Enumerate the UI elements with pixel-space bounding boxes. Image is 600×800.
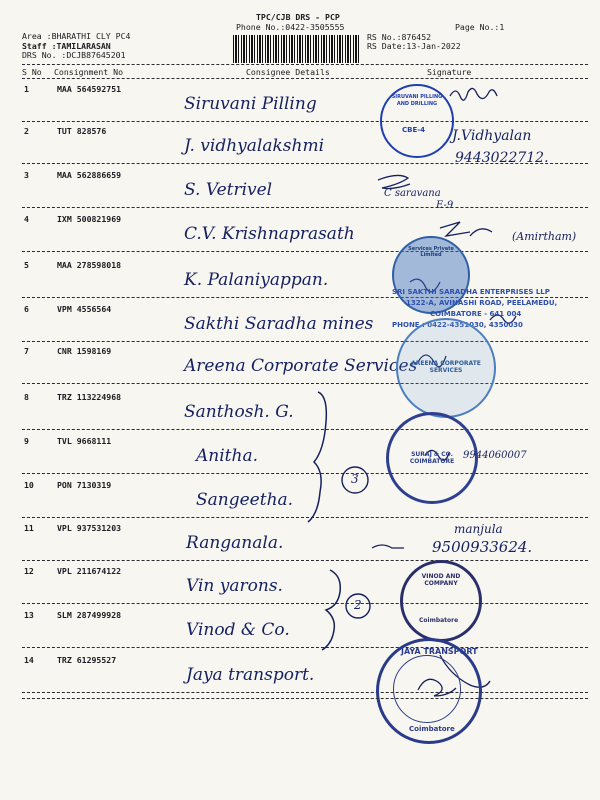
- row-sno: 6: [24, 304, 29, 314]
- stamp-pvt-ltd-text: Services Private Limited: [408, 246, 454, 258]
- row-sno: 11: [24, 523, 34, 533]
- sig2-phone: 9443022712.: [455, 150, 549, 166]
- bracket-count-1: 3: [351, 472, 359, 486]
- row-sno: 8: [24, 392, 29, 402]
- row-consignee-name: Sangeetha.: [196, 490, 294, 510]
- row-consignment-no: TRZ 61295527: [57, 655, 117, 665]
- row-consignment-no: VPL 937531203: [57, 523, 122, 533]
- sig9-phone: 9944060007: [463, 450, 527, 461]
- bracket-count-2: 2: [354, 598, 362, 612]
- row-sno: 7: [24, 346, 29, 356]
- row-consignee-name: Ranganala.: [186, 533, 284, 553]
- stamp-jaya: [376, 638, 482, 744]
- stamp-sakthi-line1: SRI SAKTHI SARADHA ENTERPRISES LLP: [392, 288, 550, 296]
- row-consignee-name: J. vidhyalakshmi: [184, 136, 325, 156]
- row-sno: 9: [24, 436, 29, 446]
- row-consignment-no: MAA 562886659: [57, 170, 122, 180]
- signature-1: [450, 88, 497, 100]
- stamp-sakthi-line2: 1322-A, AVINASHI ROAD, PEELAMEDU,: [406, 299, 558, 307]
- table-bottom-divider: [22, 698, 588, 699]
- sig11-name: manjula: [454, 522, 503, 536]
- row-sno: 1: [24, 84, 29, 94]
- col-signature: Signature: [427, 67, 472, 77]
- stamp-sakthi-line4: PHONE : 0422-4351030, 4350030: [392, 321, 523, 329]
- row-consignee-name: Vin yarons.: [186, 576, 283, 596]
- row-consignment-no: TRZ 113224968: [57, 392, 122, 402]
- row-consignment-no: MAA 278598018: [57, 260, 122, 270]
- stamp-jaya-text: JAYA TRANSPORT: [401, 647, 478, 656]
- row-sno: 13: [24, 610, 34, 620]
- row-consignment-no: CNR 1598169: [57, 346, 112, 356]
- stamp-suraj-text: SURAJ & CO. COIMBATORE: [409, 451, 455, 465]
- row-consignment-no: MAA 564592751: [57, 84, 122, 94]
- row-consignment-no: TUT 828576: [57, 126, 107, 136]
- row-sno: 5: [24, 260, 29, 270]
- row-consignee-name: Areena Corporate Services: [184, 356, 418, 376]
- row-consignee-name: Santhosh. G.: [184, 402, 294, 422]
- stamp-areena: [396, 318, 496, 418]
- row-consignee-name: K. Palaniyappan.: [184, 270, 329, 290]
- row-consignee-name: S. Vetrivel: [184, 180, 273, 200]
- col-sno: S No: [22, 67, 42, 77]
- sig3-note: C saravana: [384, 188, 441, 199]
- stamp-siruvani: [380, 84, 454, 158]
- drs-number: DRS No. :DCJB87645201: [22, 50, 126, 60]
- row-consignment-no: IXM 500821969: [57, 214, 122, 224]
- row-consignment-no: VPL 211674122: [57, 566, 122, 576]
- row-consignee-name: Sakthi Saradha mines: [184, 314, 374, 334]
- stamp-vinod: [400, 560, 482, 642]
- rs-number: RS No.:876452: [367, 32, 432, 42]
- row-sno: 2: [24, 126, 29, 136]
- row-sno: 10: [24, 480, 34, 490]
- row-consignee-name: Anitha.: [196, 446, 258, 466]
- row-sno: 14: [24, 655, 34, 665]
- stamp-siruvani-code: CBE-4: [402, 126, 426, 134]
- row-consignment-no: PON 7130319: [57, 480, 112, 490]
- row-sno: 4: [24, 214, 29, 224]
- row-consignee-name: Jaya transport.: [186, 665, 315, 685]
- area-field: Area :BHARATHI CLY PC4: [22, 31, 131, 41]
- row-sno: 3: [24, 170, 29, 180]
- sig3-note2: E-9: [436, 200, 454, 211]
- col-consignee: Consignee Details: [246, 67, 330, 77]
- page-number: Page No.:1: [455, 22, 505, 32]
- sig11-phone: 9500933624.: [432, 538, 533, 556]
- phone-number: Phone No.:0422-3505555: [236, 22, 345, 32]
- signature-3: [378, 175, 410, 188]
- row-consignment-no: TVL 9668111: [57, 436, 112, 446]
- row-consignee-name: Vinod & Co.: [186, 620, 290, 640]
- row-consignee-name: Siruvani Pilling: [184, 94, 317, 114]
- row-consignment-no: SLM 287499928: [57, 610, 122, 620]
- sig2-name: J.Vidhyalan: [452, 128, 532, 144]
- stamp-vinod-city: Coimbatore: [419, 617, 459, 624]
- document-title: TPC/CJB DRS - PCP: [256, 12, 340, 22]
- rs-date: RS Date:13-Jan-2022: [367, 41, 461, 51]
- row-sno: 12: [24, 566, 34, 576]
- sig4-note: (Amirtham): [512, 230, 577, 243]
- stamp-jaya-city: Coimbatore: [409, 725, 455, 733]
- signature-4: [440, 222, 492, 236]
- staff-field: Staff :TAMILARASAN: [22, 41, 111, 51]
- stamp-vinod-text: VINOD AND COMPANY: [421, 573, 461, 587]
- stamp-siruvani-text: SIRUVANI PILLING AND DRILLING: [391, 94, 443, 107]
- stamp-suraj: [386, 412, 478, 504]
- signature-11: [372, 545, 404, 548]
- col-consignment: Consignment No: [54, 67, 124, 77]
- row-consignment-no: VPM 4556564: [57, 304, 112, 314]
- stamp-sakthi-line3: COIMBATORE - 641 004: [430, 310, 522, 318]
- stamp-areena-text: AREENA CORPORATE SERVICES: [411, 360, 481, 374]
- stamp-jaya-inner-ring: [393, 655, 461, 723]
- row-consignee-name: C.V. Krishnaprasath: [184, 224, 355, 244]
